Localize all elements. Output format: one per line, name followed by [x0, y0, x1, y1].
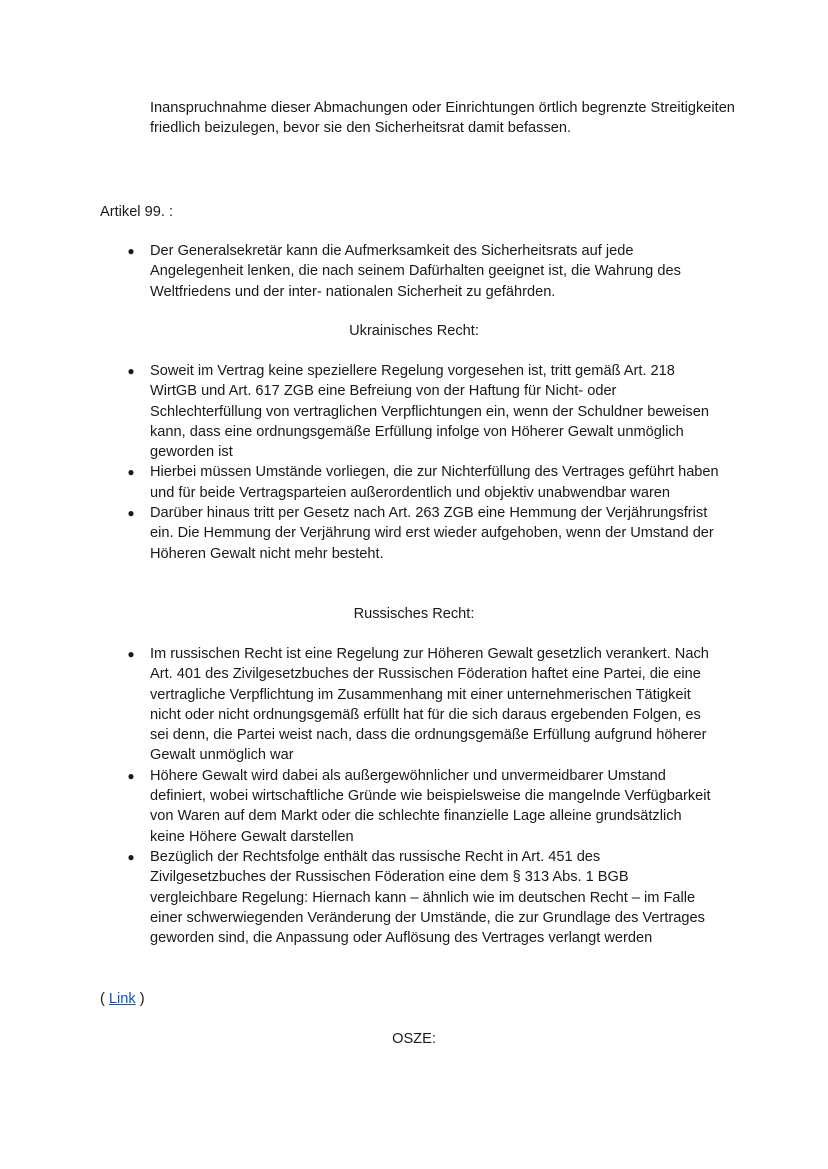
intro-paragraph: Inanspruchnahme dieser Abmachungen oder Einrichtungen örtlich begrenzte Streitigkeiten friedlich beizulegen, bevor sie den Sicherheitsrat damit befassen.: [150, 100, 735, 137]
list-item-text: Im russischen Recht ist eine Regelung zur Höheren Gewalt gesetzlich verankert. Nach Art. 401 des Zivilgesetzbuches der Russischen Föderation haftet eine Partei, die eine vertragliche Verpflichtung im Zusammenhang mit einer unternehmerischen Tätigkeit nicht oder nicht ordnungsgemäß erfüllt hat für die sich daraus ergebenden Folgen, es sei denn, die Partei weist nach, dass die ordnungsgemäße Erfüllung aufgrund höherer Gewalt unmöglich war: [150, 646, 709, 764]
article-99-heading: Artikel 99. :: [100, 204, 173, 220]
bullet-icon: ●: [127, 506, 135, 521]
link-open-paren: (: [100, 991, 109, 1007]
list-item: [0, 462, 720, 503]
list-item: [0, 361, 720, 462]
bullet-icon: ●: [127, 465, 135, 480]
list-item-text: Bezüglich der Rechtsfolge enthält das russische Recht in Art. 451 des Zivilgesetzbuches der Russischen Föderation eine dem § 313 Abs. 1 BGB vergleichbare Regelung: Hiernach kann – ähnlich wie im deutschen Recht – im Falle einer schwerwiegenden Veränderung der Umstände, die zur Grundlage des Vertrages geworden sind, die Anpassung oder Auflösung des Vertrages verlangt werden: [150, 848, 705, 947]
list-item-text: Der Generalsekretär kann die Aufmerksamkeit des Sicherheitsrats auf jede Angelegenheit lenken, die nach seinem Dafürhalten geeignet ist, die Wahrung des Weltfriedens und der inter- nationalen Sicherheit zu gefährden.: [150, 243, 681, 300]
list-item-text: Darüber hinaus tritt per Gesetz nach Art. 263 ZGB eine Hemmung der Verjährungsfrist ein. Die Hemmung der Verjährung wird erst wieder aufgehoben, wenn der Umstand der Höheren Gewalt nicht mehr besteht.: [150, 505, 714, 562]
bullet-icon: ●: [127, 647, 135, 661]
list-item: [0, 847, 720, 948]
russia-list: [0, 644, 828, 948]
bullet-icon: ●: [127, 849, 135, 864]
list-item-text: Soweit im Vertrag keine speziellere Regelung vorgesehen ist, tritt gemäß Art. 218 WirtGB und Art. 617 ZGB eine Befreiung von der Haftung für Nicht- oder Schlechterfüllung von vertraglichen Verpflichtungen ein, wenn der Schuldner beweisen kann, dass eine ordnungsgemäße Erfüllung infolge von Höherer Gewalt unmöglich geworden ist: [150, 363, 709, 461]
bullet-icon: ●: [127, 244, 135, 258]
list-item: [0, 241, 720, 302]
source-link[interactable]: Link: [108, 991, 136, 1007]
link-line: [100, 989, 145, 1009]
ukraine-list: [0, 361, 828, 564]
russia-heading: Russisches Recht:: [353, 606, 475, 622]
list-item: [0, 503, 720, 564]
list-item-text: Höhere Gewalt wird dabei als außergewöhnlicher und unvermeidbarer Umstand definiert, wobei wirtschaftliche Gründe wie beispielsweise die mangelnde Verfügbarkeit von Waren auf dem Markt oder die schlechte finanzielle Lage alleine grundsätzlich keine Höhere Gewalt darstellen: [150, 767, 711, 845]
bullet-icon: ●: [127, 768, 135, 783]
bullet-icon: ●: [127, 364, 135, 378]
osze-heading: OSZE:: [392, 1031, 436, 1047]
list-item-text: Hierbei müssen Umstände vorliegen, die zur Nichterfüllung des Vertrages geführt haben und für beide Vertragsparteien außerordentlich und objektiv unabwendbar waren: [150, 464, 719, 501]
article-99-list: [0, 241, 828, 302]
link-close-paren: ): [135, 991, 145, 1007]
ukraine-heading: Ukrainisches Recht:: [349, 323, 479, 339]
list-item: [0, 644, 720, 766]
list-item: [0, 766, 720, 847]
